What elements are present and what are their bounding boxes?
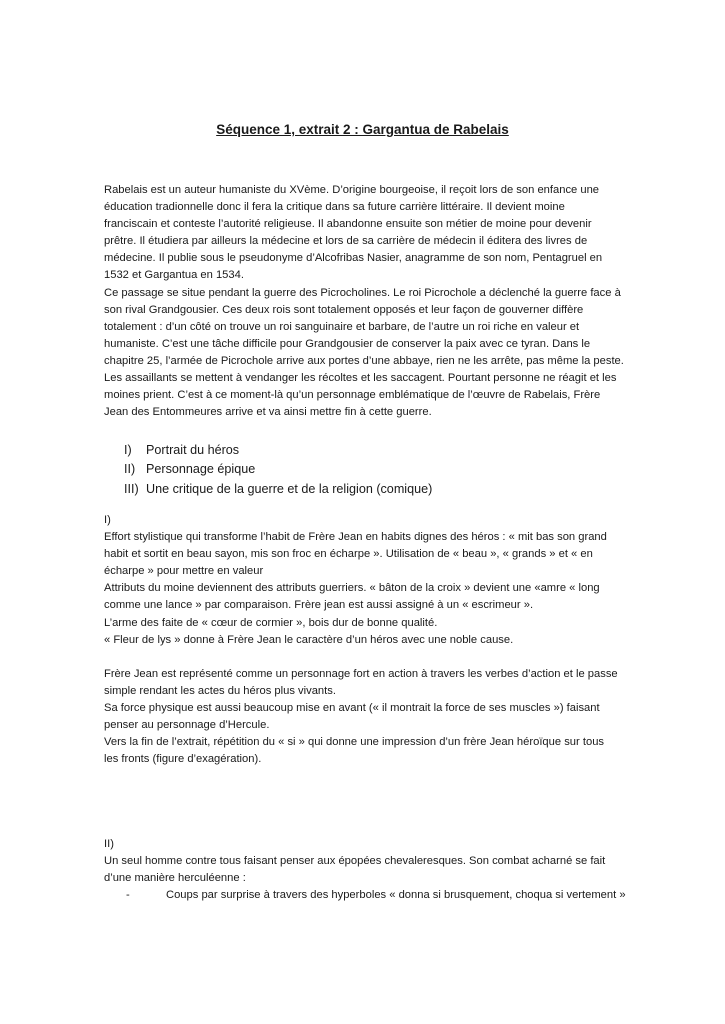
text-line: Vers la fin de l’extrait, répétition du « si » qui donne une impression d’un frère Jean héroïque sur tous [104, 736, 605, 749]
outline-item [124, 480, 432, 499]
text-line: Effort stylistique qui transforme l’habit de Frère Jean en habits dignes des héros : « mit bas son grand [104, 531, 607, 544]
text-line: humaniste. C’est une tâche difficile pour Grandgousier de conserver la paix avec ce tyran. Dans le [104, 337, 591, 350]
text-line: les fronts (figure d’exagération). [104, 753, 262, 766]
outline-item [124, 441, 432, 460]
text-line: simple rendant les actes du héros plus vivants. [104, 685, 336, 698]
bullet-item [104, 887, 644, 904]
text-line: d’une manière herculéenne : [104, 872, 246, 885]
text-line: son rival Grandgousier. Ces deux rois sont totalement opposés et leur façon de gouverner diffère [104, 303, 584, 316]
outline-item [124, 460, 432, 479]
text-line: éducation tradionnelle donc il fera la critique dans sa future carrière littéraire. Il devient moine [104, 201, 565, 214]
text-line: moines prient. C’est à ce moment-là qu’un personnage emblématique de l’œuvre de Rabelais, Frère [104, 389, 601, 402]
text-line: médecine. Il publie sous le pseudonyme d’Alcofribas Nasier, anagramme de son nom, Pentagruel en [104, 252, 603, 265]
text-line: écharpe » pour mettre en valeur [104, 565, 264, 578]
section-heading: I) [104, 514, 111, 526]
outline-text: Portrait du héros [146, 443, 240, 457]
outline-number: II) [124, 462, 136, 477]
document-title: Séquence 1, extrait 2 : Gargantua de Rabelais [216, 122, 509, 137]
outline-number: I) [124, 443, 132, 457]
outline-text: Une critique de la guerre et de la religion (comique) [146, 481, 433, 496]
text-line: franciscain et conteste l’autorité religieuse. Il abandonne ensuite son métier de moine pour devenir [104, 218, 592, 231]
text-line: Sa force physique est aussi beaucoup mise en avant (« il montrait la force de ses muscles ») faisant [104, 702, 600, 715]
text-line: 1532 et Gargantua en 1534. [104, 269, 244, 282]
text-line: « Fleur de lys » donne à Frère Jean le caractère d’un héros avec une noble cause. [104, 633, 514, 646]
text-line: Frère Jean est représenté comme un personnage fort en action à travers les verbes d’action et le passe [104, 668, 618, 680]
text-line: Ce passage se situe pendant la guerre des Picrocholines. Le roi Picrochole a déclenché la guerre face à [104, 286, 621, 299]
text-line: habit et sortit en beau sayon, mis son froc en écharpe ». Utilisation de « beau », « grands » et « en [104, 548, 593, 561]
text-line: comme une lance » par comparaison. Frère jean est aussi assigné à un « escrimeur ». [104, 599, 534, 612]
text-line: totalement : d’un côté on trouve un roi sanguinaire et barbare, de l’autre un roi riche en valeur et [104, 320, 580, 333]
section-1 [104, 512, 644, 649]
outline-list [124, 441, 432, 499]
text-line: penser au personnage d’Hercule. [104, 719, 270, 732]
bullet-marker: - [126, 889, 130, 902]
text-line: Un seul homme contre tous faisant penser aux épopées chevaleresques. Son combat acharné se fait [104, 855, 606, 868]
text-line: chapitre 25, l’armée de Picrochole arrive aux portes d’une abbaye, rien ne les arrête, pas même la peste. [104, 354, 624, 367]
section-1-continued [104, 666, 644, 769]
text-line: Jean des Entommeures arrive et va ainsi mettre fin à cette guerre. [104, 406, 432, 419]
text-line: Attributs du moine deviennent des attributs guerriers. « bâton de la croix » devient une «amre « long [104, 582, 600, 595]
bullet-text: Coups par surprise à travers des hyperboles « donna si brusquement, choqua si vertement » [166, 889, 626, 902]
text-line: Les assaillants se mettent à vendanger les récoltes et les saccagent. Pourtant personne ne réagit et les [104, 372, 617, 385]
text-line: prêtre. Il étudiera par ailleurs la médecine et lors de sa carrière de médecin il éditera des livres de [104, 235, 588, 248]
text-line: Rabelais est un auteur humaniste du XVème. D’origine bourgeoise, il reçoit lors de son enfance une [104, 184, 600, 196]
section-heading: II) [104, 838, 114, 850]
text-line: L’arme des faite de « cœur de cormier », bois dur de bonne qualité. [104, 616, 438, 629]
section-2 [104, 836, 644, 904]
intro-paragraph [104, 182, 644, 421]
outline-number: III) [124, 481, 139, 496]
outline-text: Personnage épique [146, 462, 256, 477]
